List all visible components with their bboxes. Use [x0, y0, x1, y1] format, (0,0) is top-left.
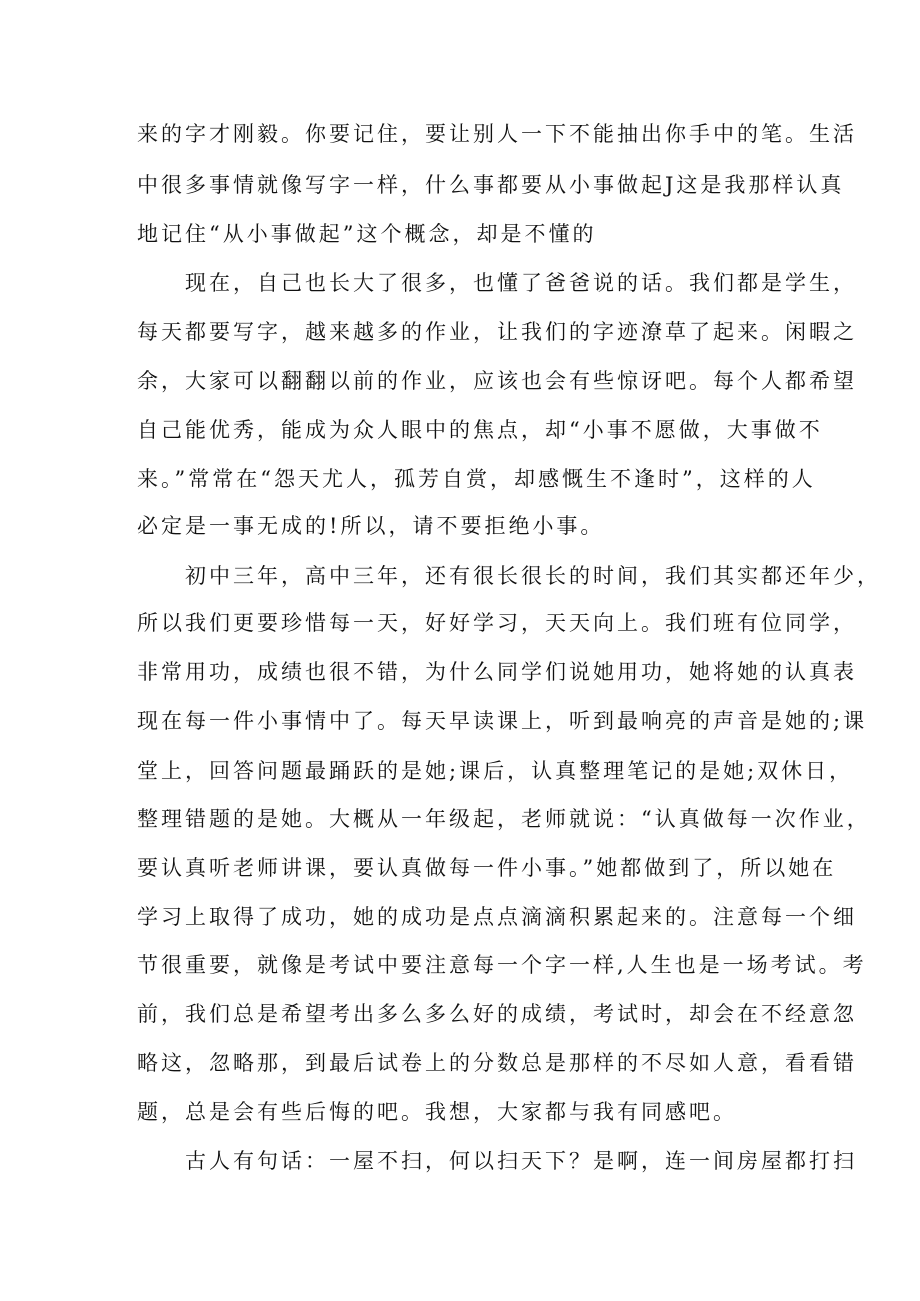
text-line: 现在，自己也长大了很多，也懂了爸爸说的话。我们都是学生，	[185, 271, 857, 295]
text-line: 堂上，回答问题最踊跃的是她;课后，认真整理笔记的是她;双休日，	[137, 759, 854, 783]
text-line: 每天都要写字，越来越多的作业，让我们的字迹潦草了起来。闲暇之	[137, 320, 857, 344]
text-line: 来的字才刚毅。你要记住，要让别人一下不能抽出你手中的笔。生活	[137, 122, 857, 146]
text-line: 古人有句话：一屋不扫，何以扫天下？是啊，连一间房屋都打扫	[185, 1149, 857, 1173]
text-line: 所以我们更要珍惜每一天，好好学习，天天向上。我们班有位同学，	[137, 611, 857, 635]
text-line: 略这，忽略那，到最后试卷上的分数总是那样的不尽如人意，看看错	[137, 1051, 857, 1075]
text-line: 余，大家可以翻翻以前的作业，应该也会有些惊讶吧。每个人都希望	[137, 369, 857, 393]
text-line: 要认真听老师讲课，要认真做每一件小事。”她都做到了，所以她在	[137, 856, 837, 880]
text-line: 学习上取得了成功，她的成功是点点滴滴积累起来的。注意每一个细	[137, 905, 857, 929]
text-line: 前，我们总是希望考出多么多么好的成绩，考试时，却会在不经意忽	[137, 1002, 857, 1026]
text-line: 初中三年，高中三年，还有很长很长的时间，我们其实都还年少，	[185, 564, 881, 588]
text-line: 整理错题的是她。大概从一年级起，老师就说：“认真做每一次作业，	[137, 807, 871, 831]
text-line: 中很多事情就像写字一样，什么事都要从小事做起J这是我那样认真	[137, 173, 845, 197]
text-line: 地记住“从小事做起”这个概念，却是不懂的	[137, 222, 597, 246]
text-line: 来。”常常在“怨天尤人，孤芳自赏，却感慨生不逢时”，这样的人	[137, 467, 816, 491]
text-line: 节很重要，就像是考试中要注意每一个字一样,人生也是一场考试。考	[137, 953, 867, 977]
text-line: 题，总是会有些后悔的吧。我想，大家都与我有同感吧。	[137, 1100, 737, 1124]
text-line: 自己能优秀，能成为众人眼中的焦点，却“小事不愿做，大事做不	[137, 418, 823, 442]
text-line: 必定是一事无成的!所以，请不要拒绝小事。	[137, 514, 605, 538]
text-line: 非常用功，成绩也很不错，为什么同学们说她用功，她将她的认真表	[137, 660, 857, 684]
text-line: 现在每一件小事情中了。每天早读课上，听到最响亮的声音是她的;课	[137, 709, 868, 733]
